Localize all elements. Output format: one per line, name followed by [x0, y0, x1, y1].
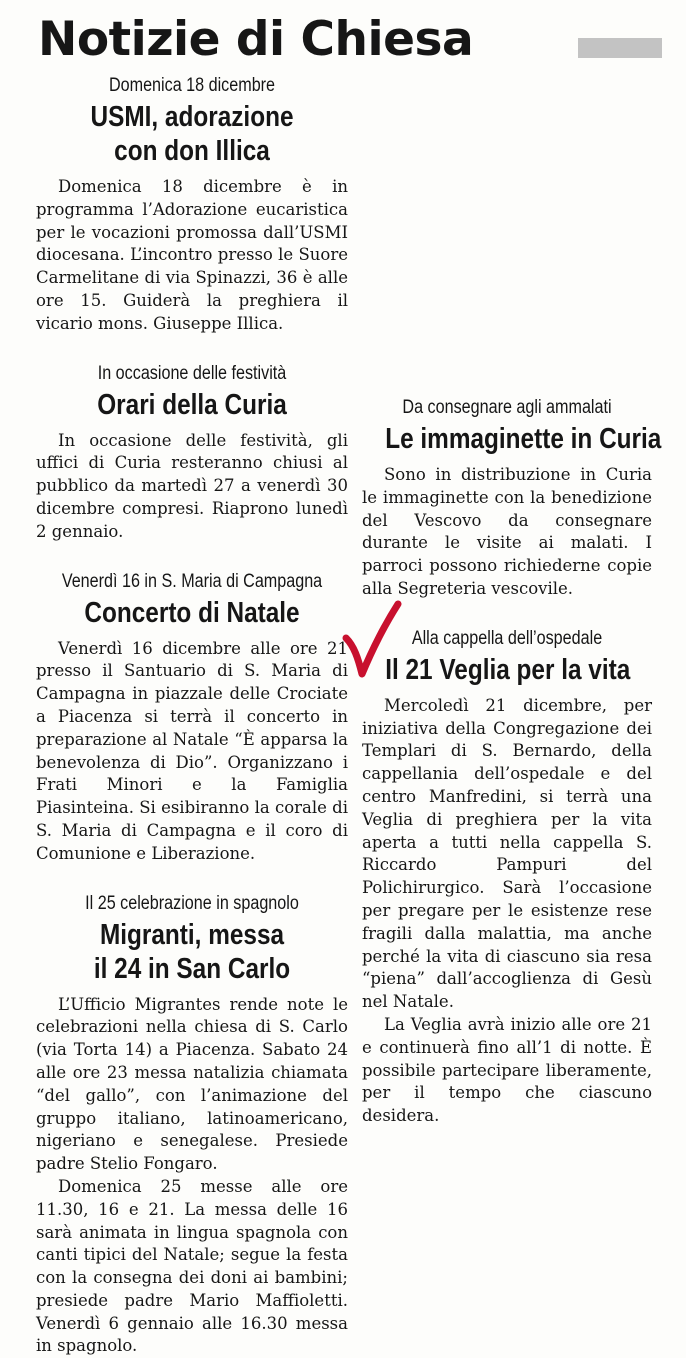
article-body [36, 176, 348, 336]
article-paragraph: Sono in distribuzione in Curia le immaginette con la benedizione del Vescovo da consegnare durante le visite ai malati. I parroci possono richiederne copie alla Segreteria vescovile. [362, 465, 652, 598]
article-concerto [36, 570, 348, 866]
article-headline: Le immaginette in Curia [385, 423, 662, 455]
article-immaginette [362, 396, 662, 601]
article-body [36, 994, 348, 1358]
article-curia [36, 362, 348, 544]
red-checkmark-icon [342, 600, 402, 680]
article-kicker: Da consegnare agli ammalati [402, 397, 612, 418]
article-body [36, 638, 348, 866]
article-headline [61, 100, 323, 168]
article-body [36, 430, 348, 544]
article-paragraph: Mercoledì 21 dicembre, per iniziativa della Congregazione dei Templari di S. Bernardo, della cappellania dell’ospedale e del centro Manfredini, si terrà una Veglia di preghiera per la vita aperta a tutti nella cappella S. Riccardo Pampuri del Polichirurgico. Sarà l’occasione per pregare per le esistenze rese fragili dalla malattia, ma anche perché la vita di ciascuno sia resa “piena” dall’accoglienza di Gesù nel Natale. [362, 695, 652, 1012]
article-kicker: Alla cappella dell’ospedale [411, 627, 603, 649]
article-paragraph: In occasione delle festività, gli uffici di Curia resteranno chiusi al pubblico da martedì 27 a venerdì 30 dicembre compresi. Riaprono lunedì 2 gennaio. [36, 430, 348, 541]
article-body [362, 695, 652, 1128]
article-paragraph: Venerdì 16 dicembre alle ore 21 presso il Santuario di S. Maria di Campagna in piazzale delle Crociate a Piacenza si terrà il concerto in preparazione al Natale “È apparsa la benevolenza di Dio”. Organizzano i Frati Minori e la Famiglia Piasinteina. Si esibiranno la corale di S. Maria di Campagna e il coro di Comunione e Liberazione. [36, 638, 348, 863]
article-headline: Concerto di Natale [84, 596, 300, 629]
article-paragraph: Domenica 25 messe alle ore 11.30, 16 e 21. La messa delle 16 sarà animata in lingua spagnola con canti tipici del Natale; segue la festa con la consegna dei doni ai bambini; presiede padre Mario Maffioletti. Venerdì 6 gennaio alle 16.30 messa in spagnolo. [36, 1176, 348, 1356]
article-headline: Il 21 Veglia per la vita [385, 653, 631, 686]
article-kicker: Domenica 18 dicembre [108, 75, 276, 96]
article-kicker: Venerdì 16 in S. Maria di Campagna [61, 570, 323, 592]
page-title: Notizie di Chiesa [38, 12, 474, 67]
article-headline: Orari della Curia [97, 388, 287, 421]
headline-line: con don Illica [114, 135, 270, 167]
article-kicker: In occasione delle festività [97, 362, 287, 384]
headline-line: USMI, adorazione [90, 101, 294, 133]
article-paragraph: Domenica 18 dicembre è in programma l’Adorazione eucaristica per le vocazioni promossa dall’USMI diocesana. L’incontro presso le Suore Carmelitane di via Spinazzi, 36 è alle ore 15. Guiderà la preghiera il vicario mons. Giuseppe Illica. [36, 177, 348, 333]
article-usmi [36, 74, 348, 336]
article-migranti [36, 892, 348, 1358]
article-kicker: Il 25 celebrazione in spagnolo [85, 892, 299, 914]
article-veglia [362, 627, 652, 1128]
article-headline [61, 918, 323, 986]
right-column [362, 74, 662, 1128]
headline-line: Migranti, messa [99, 918, 285, 951]
article-body [362, 464, 652, 601]
masthead-bar [578, 38, 662, 58]
left-column [36, 74, 348, 1358]
article-paragraph: L’Ufficio Migrantes rende note le celebrazioni nella chiesa di S. Carlo (via Torta 14) a Piacenza. Sabato 24 alle ore 23 messa natalizia chiamata “del gallo”, con l’animazione del gruppo italiano, latinoamericano, nigeriano e senegalese. Presiede padre Stelio Fongaro. [36, 994, 348, 1174]
headline-line: il 24 in San Carlo [93, 952, 291, 985]
article-paragraph: La Veglia avrà inizio alle ore 21 e continuerà fino all’1 di notte. È possibile partecipare liberamente, per il tempo che ciascuno desidera. [362, 1014, 652, 1126]
